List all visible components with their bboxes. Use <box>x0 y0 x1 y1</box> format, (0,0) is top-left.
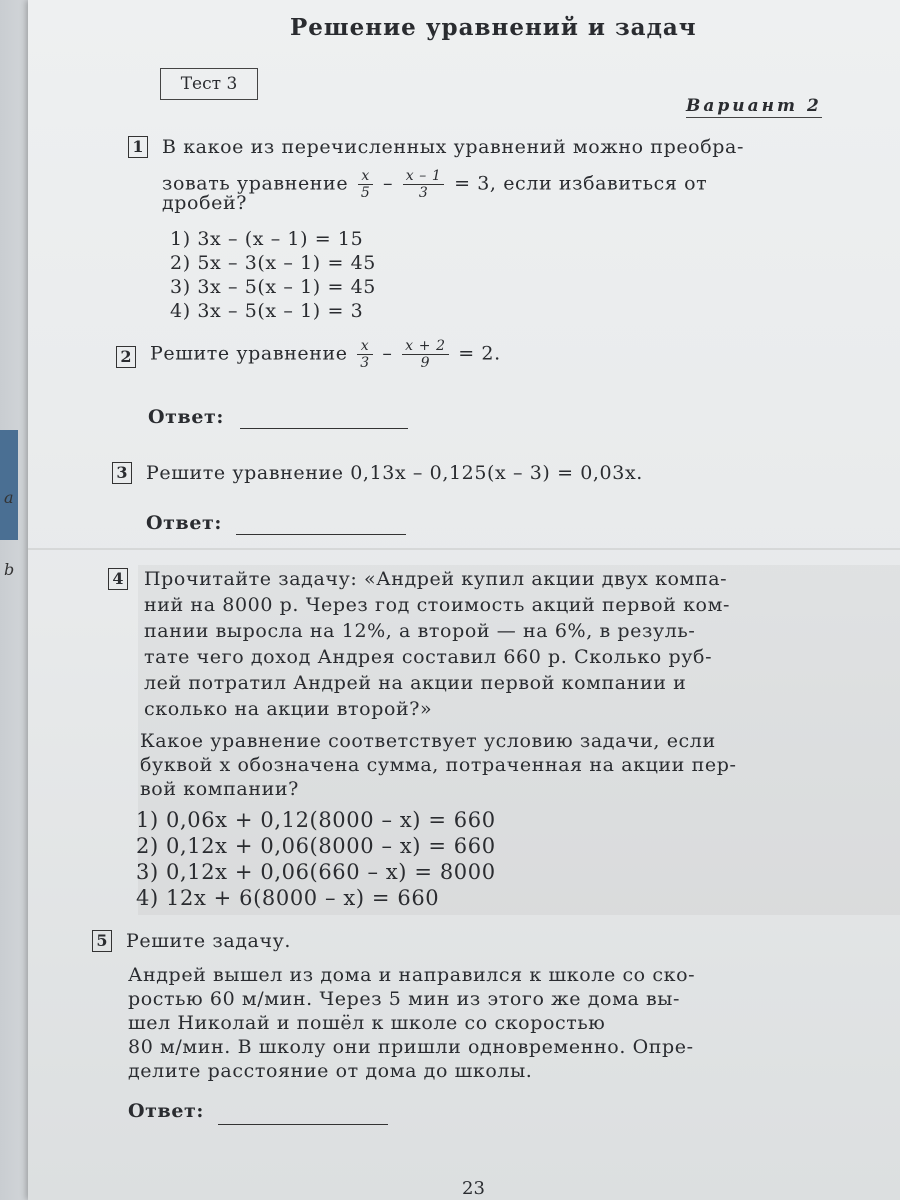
q5-line-2: ростью 60 м/мин. Через 5 мин из этого же дома вы- <box>128 988 681 1010</box>
q1-number: 1 <box>128 136 148 158</box>
textbook-page <box>28 0 900 1200</box>
edge-letter-b: b <box>4 560 15 579</box>
q2-answer-label: Ответ: <box>148 406 225 428</box>
q1-option-3: 3) 3x – 5(x – 1) = 45 <box>170 276 376 298</box>
q4-line-6: сколько на акции второй?» <box>144 698 433 720</box>
q1-line1: В какое из перечисленных уравнений можно преобра- <box>162 136 744 158</box>
q4-line-1: Прочитайте задачу: «Андрей купил акции двух компа- <box>144 568 728 590</box>
page-title: Решение уравнений и задач <box>290 14 697 41</box>
q1-option-1: 1) 3x – (x – 1) = 15 <box>170 228 364 250</box>
q4-line-2: ний на 8000 р. Через год стоимость акций первой ком- <box>144 594 730 616</box>
q4-question-1: Какое уравнение соответствует условию задачи, если <box>140 730 716 752</box>
q2-minus: – <box>382 342 393 365</box>
q2-fraction-1: $\frac{x}{3}$ <box>357 338 373 371</box>
q5-line-5: делите расстояние от дома до школы. <box>128 1060 533 1082</box>
q4-question-2: буквой x обозначена сумма, потраченная на акции пер- <box>140 754 737 776</box>
q3-answer-label: Ответ: <box>146 512 223 534</box>
q1-option-4: 4) 3x – 5(x – 1) = 3 <box>170 300 364 322</box>
q2-tail: = 2. <box>458 342 501 365</box>
blue-object <box>0 430 18 540</box>
q1-fraction-2: $\frac{x - 1}{3}$ <box>403 168 445 201</box>
q1-line3: дробей? <box>162 192 248 214</box>
q4-option-1: 1) 0,06x + 0,12(8000 – x) = 660 <box>136 808 496 832</box>
q4-option-2: 2) 0,12x + 0,06(8000 – x) = 660 <box>136 834 496 858</box>
q3-answer-line[interactable] <box>236 534 406 535</box>
q5-answer-line[interactable] <box>218 1124 388 1125</box>
page-fold <box>28 548 900 550</box>
q1-minus: – <box>382 172 394 195</box>
q4-question-3: вой компании? <box>140 778 299 800</box>
q1-fraction-1: $\frac{x}{5}$ <box>358 168 374 201</box>
q4-option-4: 4) 12x + 6(8000 – x) = 660 <box>136 886 440 910</box>
q5-line-1: Андрей вышел из дома и направился к школе со ско- <box>128 964 696 986</box>
q4-number: 4 <box>108 568 128 590</box>
q4-line-5: лей потратил Андрей на акции первой компании и <box>144 672 687 694</box>
q3-text: Решите уравнение 0,13x – 0,125(x – 3) = 0,03x. <box>146 462 643 484</box>
q3-number: 3 <box>112 462 132 484</box>
q2-equation <box>150 338 501 371</box>
q1-line2-b: = 3, если избавиться от <box>454 172 708 195</box>
q2-number: 2 <box>116 346 136 368</box>
q2-text: Решите уравнение <box>150 342 348 365</box>
q4-option-3: 3) 0,12x + 0,06(660 – x) = 8000 <box>136 860 496 884</box>
q1-option-2: 2) 5x – 3(x – 1) = 45 <box>170 252 376 274</box>
edge-letter-a: a <box>4 488 14 507</box>
variant-label: Вариант 2 <box>686 96 822 116</box>
test-label: Тест 3 <box>160 68 258 100</box>
q2-fraction-2: $\frac{x + 2}{9}$ <box>402 338 448 371</box>
q2-answer-line[interactable] <box>240 428 408 429</box>
q5-line-4: 80 м/мин. В школу они пришли одновременно. Опре- <box>128 1036 694 1058</box>
q4-line-4: тате чего доход Андрея составил 660 р. Сколько руб- <box>144 646 713 668</box>
page-number: 23 <box>462 1178 485 1199</box>
q5-line-3: шел Николай и пошёл к школе со скоростью <box>128 1012 606 1034</box>
q5-heading: Решите задачу. <box>126 930 292 952</box>
q5-answer-label: Ответ: <box>128 1100 205 1122</box>
q1-line2-a: зовать уравнение <box>162 172 349 195</box>
q5-number: 5 <box>92 930 112 952</box>
q4-line-3: пании выросла на 12%, а второй — на 6%, в резуль- <box>144 620 696 642</box>
